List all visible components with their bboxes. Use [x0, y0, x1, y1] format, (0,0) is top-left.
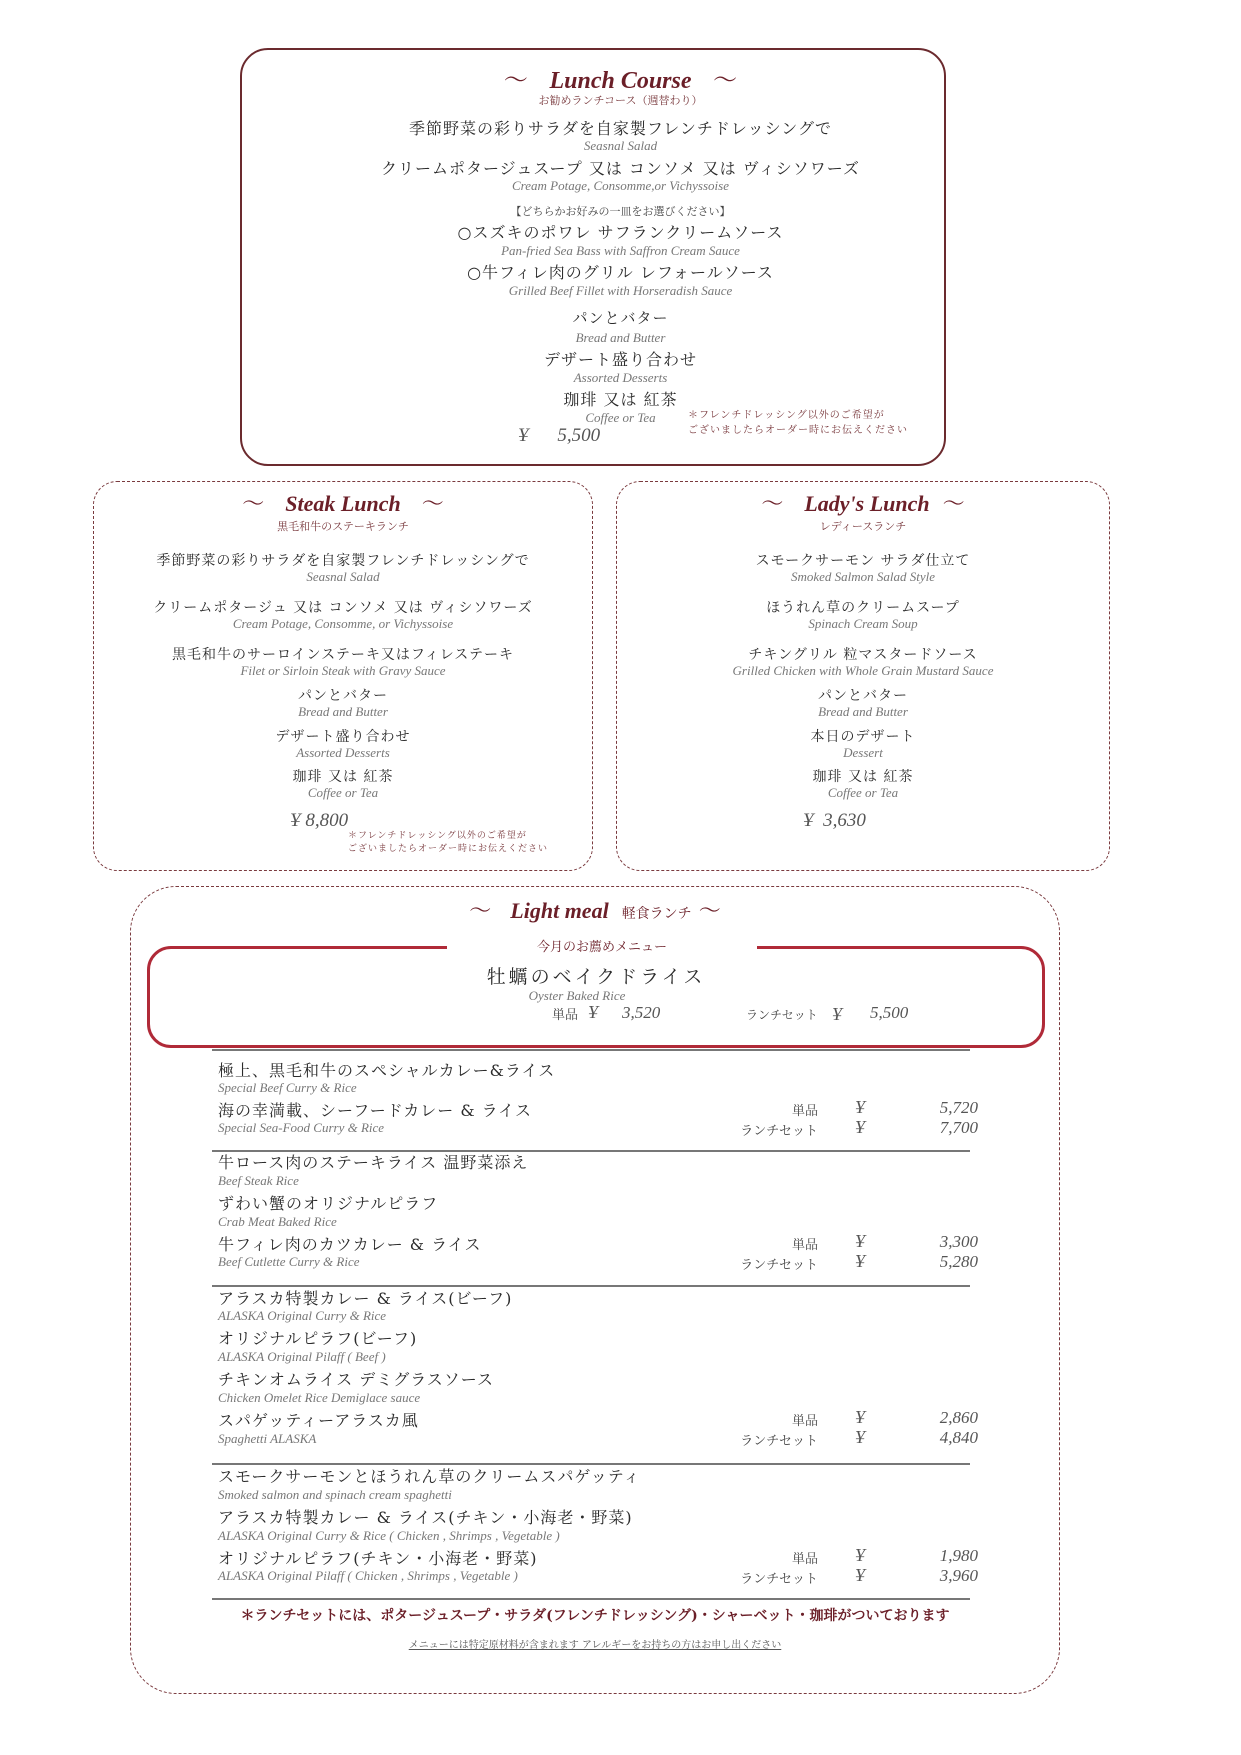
dressing-note [688, 408, 908, 438]
menu-item-jp: デザート盛り合わせ [275, 729, 411, 745]
ladys-lunch-heading [616, 487, 1110, 518]
menu-item-en: Grilled Chicken with Whole Grain Mustard Sauce [732, 663, 994, 678]
menu-item-jp: ずわい蟹のオリジナルピラフ [218, 1194, 439, 1213]
menu-item-en: Coffee or Tea [307, 785, 379, 800]
menu-item-en: Coffee or Tea [827, 785, 899, 800]
menu-item-jp: オリジナルピラフ(ビーフ) [218, 1329, 418, 1348]
menu-item-jp: チキングリル 粒マスタードソース [748, 647, 978, 663]
menu-group [218, 1150, 978, 1280]
group-divider [212, 1598, 970, 1600]
ladys-lunch-price: Ұ 3,630 [803, 810, 866, 831]
menu-item-en: Special Beef Curry & Rice [218, 1080, 357, 1095]
allergy-note: メニューには特定原材料が含まれます アレルギーをお持ちの方はお申し出ください [408, 1640, 782, 1651]
tilde-ornament-right: ～ [713, 66, 738, 94]
set-inclusion-note: ＊ランチセットには、ポタージュスープ・サラダ(フレンチドレッシング)・シャーベット・珈琲がついております [240, 1608, 950, 1624]
set-price-label: ランチセット [740, 1258, 818, 1273]
choice-item-en: Grilled Beef Fillet with Horseradish Sauce [508, 283, 733, 298]
menu-item-en: ALASKA Original Curry & Rice [218, 1308, 387, 1323]
steak-lunch-price: Ұ 8,800 [290, 810, 349, 831]
recommend-label: 今月のお薦めメニュー [536, 940, 667, 955]
menu-item-en: Dessert [843, 745, 883, 760]
set-price: 5,280 [939, 1252, 978, 1271]
set-price-label: ランチセット [740, 1124, 818, 1139]
lunch-course-title: Lunch Course [549, 68, 692, 94]
menu-item-en: Special Sea-Food Curry & Rice [218, 1120, 385, 1135]
menu-item-en: Bread and Butter [818, 704, 908, 719]
yen-symbol: Ұ [855, 1251, 866, 1271]
lunch-course-price [518, 425, 600, 447]
set-price: 3,960 [939, 1566, 978, 1585]
menu-item-jp: 本日のデザート [810, 729, 916, 745]
menu-item-jp: ほうれん草のクリームスープ [766, 600, 960, 616]
set-price: 7,700 [939, 1118, 978, 1137]
menu-item-jp: チキンオムライス デミグラスソース [218, 1370, 495, 1389]
choice-item-en: Pan-fried Sea Bass with Saffron Cream Sauce [501, 243, 740, 258]
menu-item-jp: パンとバター [298, 688, 388, 704]
menu-item-jp: 牛フィレ肉のカツカレー & ライス [218, 1235, 482, 1254]
menu-item-jp: クリームポタージュスープ 又は コンソメ 又は ヴィシソワーズ [380, 159, 861, 178]
menu-item-jp: 極上、黒毛和牛のスペシャルカレー&ライス [218, 1061, 556, 1080]
dressing-note-line: ございましたらオーダー時にお伝えください [348, 844, 549, 854]
tilde-ornament-right: ～ [421, 492, 444, 517]
ladys-lunch-title: Lady's Lunch [804, 491, 930, 516]
menu-item-jp: パンとバター [572, 309, 669, 327]
yen-symbol: Ұ [855, 1545, 866, 1565]
yen-symbol: Ұ [855, 1565, 866, 1585]
yen-symbol: Ұ [588, 1002, 599, 1022]
menu-item-en: Smoked salmon and spinach cream spaghetti [218, 1487, 452, 1502]
menu-item-en: Assorted Desserts [573, 370, 668, 385]
steak-lunch-heading [93, 487, 593, 518]
light-meal-title-jp: 軽食ランチ [621, 906, 692, 922]
menu-item-en: Filet or Sirloin Steak with Gravy Sauce [240, 663, 446, 678]
ladys-lunch-items [616, 550, 1110, 805]
menu-item-en: Spinach Cream Soup [808, 616, 918, 631]
single-price-label: 単品 [791, 1238, 818, 1253]
menu-item-jp: スモークサーモンとほうれん草のクリームスパゲッティ [218, 1467, 641, 1486]
set-price-label: ランチセット [740, 1434, 818, 1449]
dressing-note [348, 830, 548, 856]
menu-item-jp: 黒毛和牛のサーロインステーキ又はフィレステーキ [171, 647, 515, 663]
menu-item-en: Cream Potage, Consomme, or Vichyssoise [232, 616, 454, 631]
menu-item-jp: アラスカ特製カレー & ライス(チキン・小海老・野菜) [218, 1508, 633, 1527]
dressing-note-line: ございましたらオーダー時にお伝えください [688, 425, 908, 436]
single-price: 3,300 [939, 1232, 978, 1251]
menu-item-en: Beef Cutlette Curry & Rice [218, 1254, 360, 1269]
menu-item-jp: 珈琲 又は 紅茶 [812, 769, 914, 785]
menu-item-en: Seasnal Salad [306, 569, 380, 584]
tilde-ornament-left: ～ [469, 899, 492, 924]
menu-item-jp: 珈琲 又は 紅茶 [563, 390, 678, 409]
yen-symbol: Ұ [855, 1117, 866, 1137]
menu-item-en: Crab Meat Baked Rice [218, 1214, 337, 1229]
menu-item-jp: オリジナルピラフ(チキン・小海老・野菜) [218, 1549, 538, 1568]
single-price: 2,860 [939, 1408, 978, 1427]
menu-item-jp: 季節野菜の彩りサラダを自家製フレンチドレッシングで [409, 119, 832, 138]
steak-lunch-items [93, 550, 593, 805]
recommend-single-price: 3,520 [622, 1003, 661, 1022]
menu-item-en: Chicken Omelet Rice Demiglace sauce [218, 1390, 421, 1405]
menu-item-en: Spaghetti ALASKA [218, 1431, 317, 1446]
menu-item-en: Assorted Desserts [296, 745, 390, 760]
menu-item-en: ALASKA Original Pilaff ( Beef ) [218, 1349, 386, 1364]
steak-lunch-title: Steak Lunch [285, 491, 401, 516]
light-meal-title: Light meal [510, 898, 609, 923]
menu-item-jp: アラスカ特製カレー & ライス(ビーフ) [218, 1289, 513, 1308]
yen-symbol: Ұ [855, 1231, 866, 1251]
light-meal-heading [130, 894, 1060, 925]
menu-item-en: Seasnal Salad [583, 138, 658, 153]
yen-symbol: Ұ [855, 1097, 866, 1117]
menu-item-en: ALASKA Original Pilaff ( Chicken , Shrimps , Vegetable ) [218, 1568, 518, 1583]
menu-item-en: Bread and Butter [298, 704, 388, 719]
menu-item-jp: 季節野菜の彩りサラダを自家製フレンチドレッシングで [156, 553, 530, 569]
single-price-label: 単品 [791, 1414, 818, 1429]
menu-item-jp: 珈琲 又は 紅茶 [292, 769, 394, 785]
recommend-set-price: 5,500 [870, 1003, 909, 1022]
recommend-set-label: ランチセット [746, 1008, 818, 1022]
yen-symbol: Ұ [855, 1407, 866, 1427]
menu-item-jp: スパゲッティーアラスカ風 [218, 1411, 419, 1430]
tilde-ornament-left: ～ [761, 492, 784, 517]
price-value: 5,500 [557, 425, 601, 446]
menu-item-jp: クリームポタージュ 又は コンソメ 又は ヴィシソワーズ [153, 600, 533, 616]
set-price: 4,840 [939, 1428, 978, 1447]
recommend-item-en: Oyster Baked Rice [528, 988, 626, 1003]
steak-lunch-subtitle: 黒毛和牛のステーキランチ [277, 520, 409, 533]
set-price-label: ランチセット [740, 1572, 818, 1587]
dressing-note-line: ＊フレンチドレッシング以外のご希望が [688, 410, 885, 421]
tilde-ornament-right: ～ [942, 492, 965, 517]
menu-item-en: ALASKA Original Curry & Rice ( Chicken , Shrimps , Vegetable ) [218, 1528, 560, 1543]
single-price: 5,720 [939, 1098, 978, 1117]
single-price: 1,980 [939, 1546, 978, 1565]
lunch-course-subtitle: お勧めランチコース（週替わり） [538, 94, 703, 107]
recommend-single-label: 単品 [552, 1008, 579, 1023]
menu-item-en: Bread and Butter [575, 330, 666, 345]
dressing-note-line: ＊フレンチドレッシング以外のご希望が [348, 831, 527, 841]
menu-item-en: Beef Steak Rice [218, 1173, 299, 1188]
ladys-lunch-subtitle: レディースランチ [819, 520, 907, 533]
recommend-item-jp: 牡蠣のベイクドライス [486, 966, 706, 988]
choice-item-jp: ○スズキのポワレ サフランクリームソース [457, 223, 784, 242]
menu-item-jp: スモークサーモン サラダ仕立て [755, 553, 971, 569]
lunch-course-heading [0, 60, 1241, 95]
tilde-ornament-left: ～ [503, 66, 528, 94]
menu-group [218, 1464, 978, 1594]
yen-symbol: Ұ [518, 425, 529, 446]
menu-group [218, 1058, 978, 1148]
tilde-ornament-left: ～ [242, 492, 265, 517]
menu-item-jp: 牛ロース肉のステーキライス 温野菜添え [218, 1153, 529, 1172]
menu-group [218, 1286, 978, 1461]
single-price-label: 単品 [791, 1552, 818, 1567]
tilde-ornament-right: ～ [698, 899, 721, 924]
yen-symbol: Ұ [832, 1004, 843, 1024]
yen-symbol: Ұ [855, 1427, 866, 1447]
single-price-label: 単品 [791, 1104, 818, 1119]
menu-item-en: Smoked Salmon Salad Style [790, 569, 936, 584]
menu-item-jp: デザート盛り合わせ [543, 350, 697, 369]
menu-item-en: Coffee or Tea [585, 410, 656, 425]
choice-note: 【どちらかお好みの一皿をお選びください】 [510, 205, 731, 218]
choice-item-jp: ○牛フィレ肉のグリル レフォールソース [467, 263, 774, 282]
menu-item-jp: パンとバター [818, 688, 908, 704]
menu-item-jp: 海の幸満載、シーフードカレー & ライス [218, 1101, 533, 1120]
group-divider [212, 1049, 970, 1051]
menu-item-en: Cream Potage, Consomme,or Vichyssoise [511, 178, 729, 193]
allergy-note-wrap [130, 1633, 1060, 1652]
